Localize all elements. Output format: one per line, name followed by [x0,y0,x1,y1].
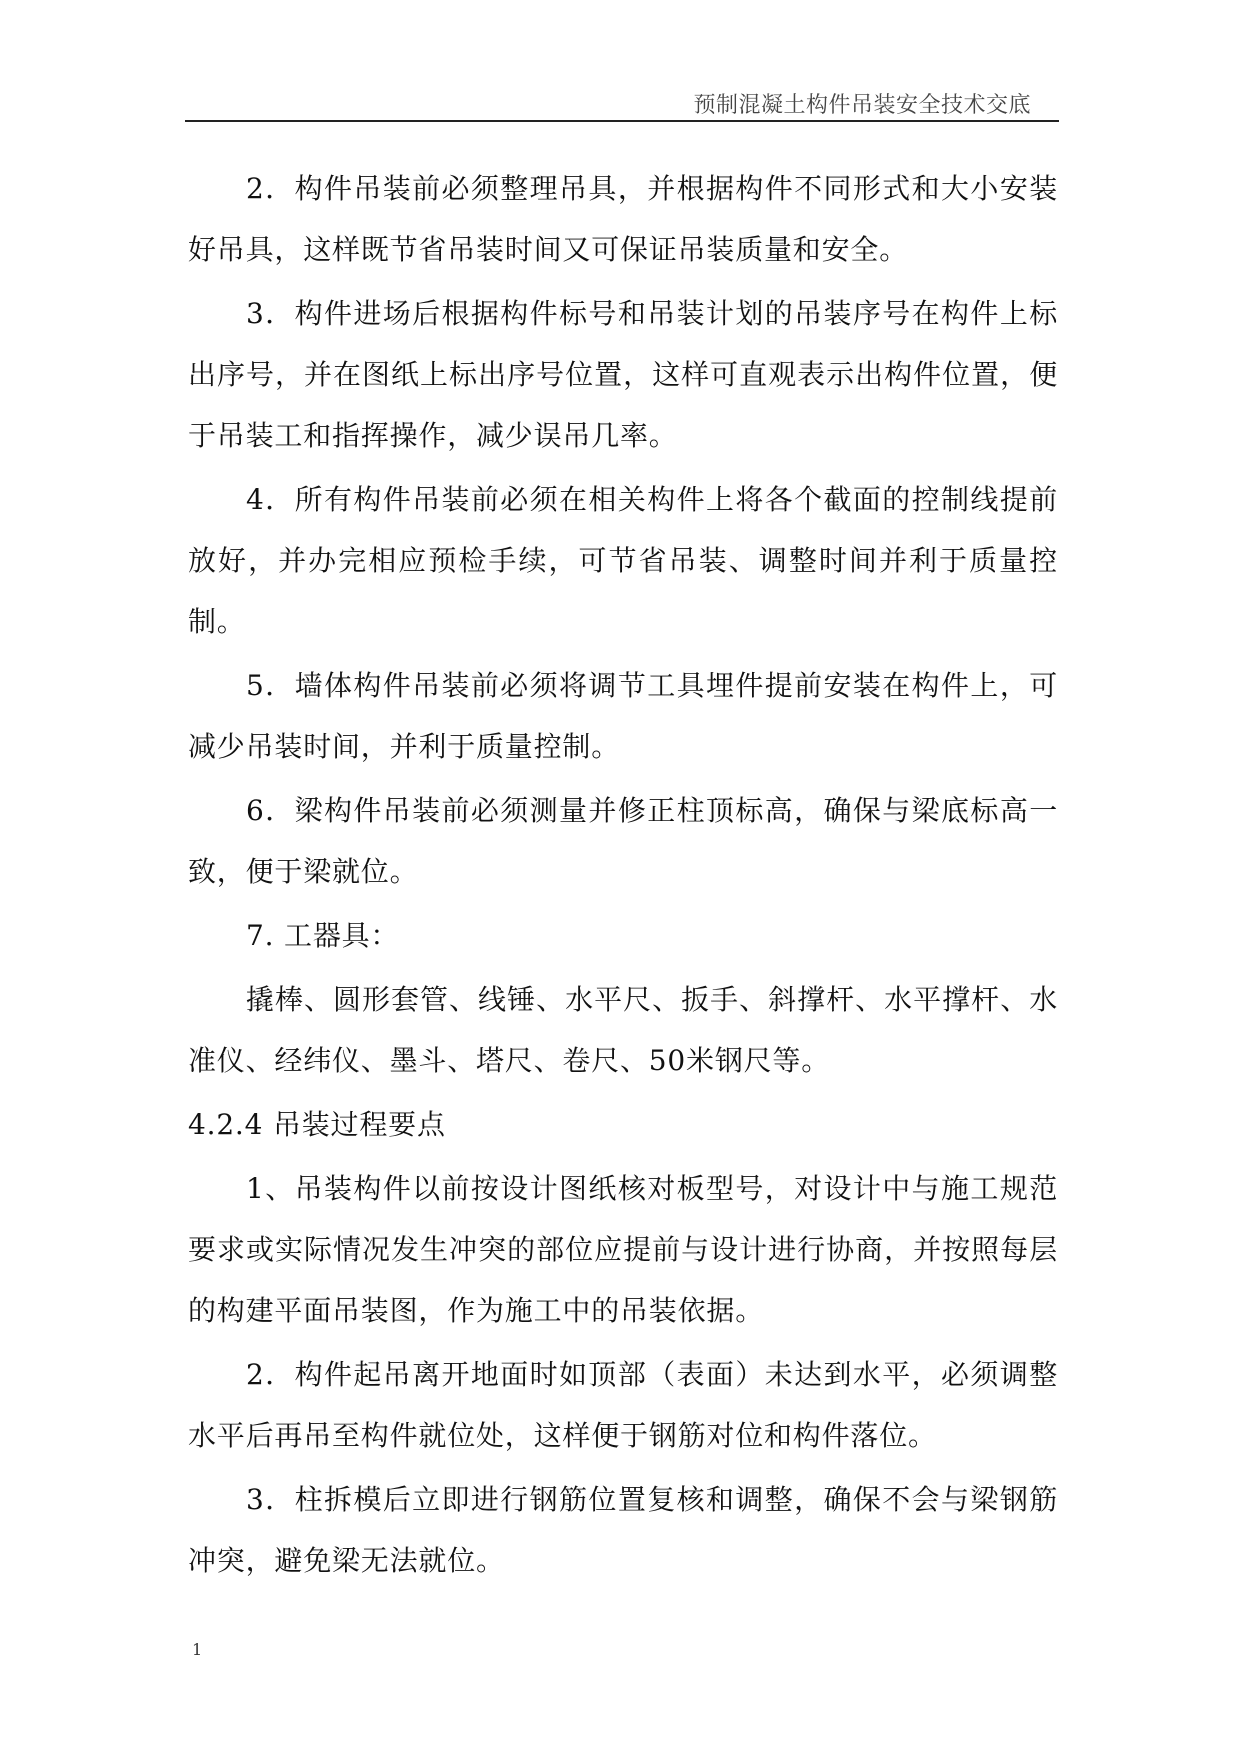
paragraph: 3．柱拆模后立即进行钢筋位置复核和调整，确保不会与梁钢筋冲突，避免梁无法就位。 [188,1483,1058,1577]
paragraph: 撬棒、圆形套管、线锤、水平尺、扳手、斜撑杆、水平撑杆、水准仪、经纬仪、墨斗、塔尺、卷尺、50米钢尺等。 [188,983,1058,1077]
paragraph: 7. 工器具： [246,919,400,952]
paragraph: 6．梁构件吊装前必须测量并修正柱顶标高，确保与梁底标高一致，便于梁就位。 [188,794,1058,888]
paragraph: 4．所有构件吊装前必须在相关构件上将各个截面的控制线提前放好，并办完相应预检手续，可节省吊装、调整时间并利于质量控制。 [188,483,1058,638]
document-body [188,158,1058,1594]
paragraph: 2．构件吊装前必须整理吊具，并根据构件不同形式和大小安装好吊具，这样既节省吊装时间又可保证吊装质量和安全。 [188,172,1058,266]
section-heading: 4.2.4 吊装过程要点 [188,1108,446,1141]
paragraph: 5．墙体构件吊装前必须将调节工具埋件提前安装在构件上，可减少吊装时间，并利于质量控制。 [188,669,1058,763]
paragraph: 1、吊装构件以前按设计图纸核对板型号，对设计中与施工规范要求或实际情况发生冲突的部位应提前与设计进行协商，并按照每层的构建平面吊装图，作为施工中的吊装依据。 [188,1172,1058,1327]
page-number: 1 [192,1640,203,1659]
paragraph: 3．构件进场后根据构件标号和吊装计划的吊装序号在构件上标出序号，并在图纸上标出序号位置，这样可直观表示出构件位置，便于吊装工和指挥操作，减少误吊几率。 [188,297,1058,452]
paragraph: 2．构件起吊离开地面时如顶部（表面）未达到水平，必须调整水平后再吊至构件就位处，这样便于钢筋对位和构件落位。 [188,1358,1058,1452]
page-header [185,86,1059,122]
header-title: 预制混凝土构件吊装安全技术交底 [693,93,1031,118]
